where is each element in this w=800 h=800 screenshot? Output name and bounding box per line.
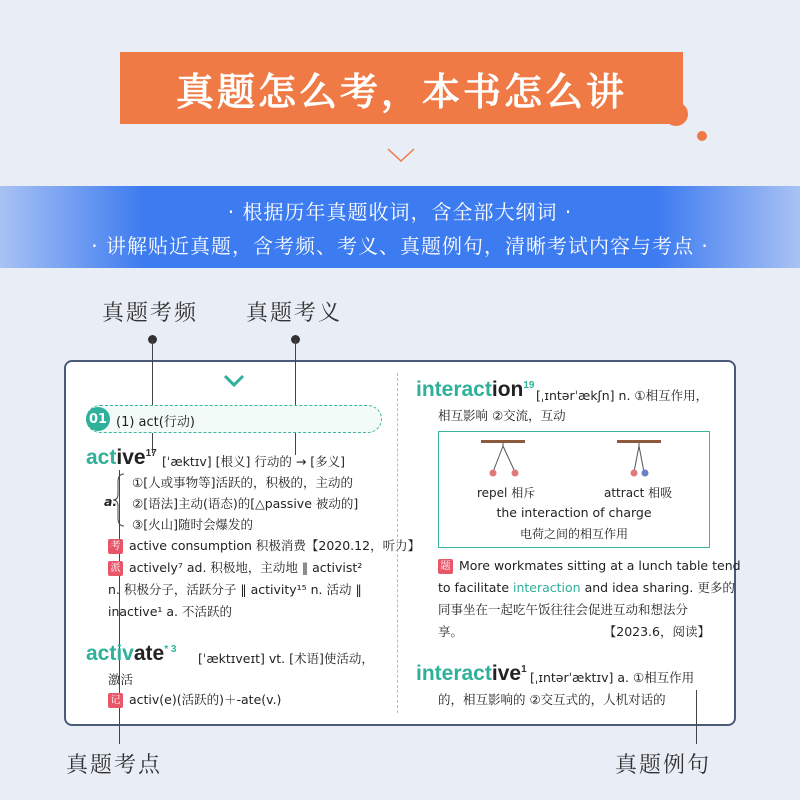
sense-3: ③[火山]随时会爆发的 [132, 517, 253, 532]
sense-1: ①[人或事物等]活跃的，积极的，主动的 [132, 475, 353, 490]
word-suffix: ate [133, 642, 165, 665]
word-root: activ [86, 642, 134, 665]
frequency-count: 17 [145, 448, 157, 459]
example-text: and idea sharing. 更多的 [580, 580, 735, 595]
example-translation-end [438, 622, 710, 642]
headword-activate [86, 642, 176, 666]
memory-tip-text: activ(e)(活跃的)＋-ate(v.) [129, 692, 282, 707]
example-translation: 同事坐在一起吃午饭往往会促进互动和想法分 [438, 602, 689, 617]
callout-line-meaning [295, 340, 296, 455]
phonetic-active: [ˈæktɪv] [根义] 行动的 → [多义] [162, 454, 346, 469]
part-of-speech: a. [104, 494, 118, 509]
word-suffix: ion [491, 378, 524, 401]
title-banner [120, 52, 683, 124]
attract-label: attract 相吸 [604, 486, 673, 500]
example-row [438, 578, 735, 598]
repel-label: repel 相斥 [477, 486, 536, 500]
callout-meaning: 真题考义 [246, 301, 343, 326]
callout-line-example [696, 690, 697, 744]
phonetic-activate: [ˈæktɪveɪt] vt. [术语]使活动， [198, 651, 374, 666]
sense-continuation: 相互影响 ②交流，互动 [438, 408, 566, 423]
phonetic-interaction: [ˌɪntərˈækʃn] n. ①相互作用， [536, 388, 709, 403]
section-number-badge: 01 [86, 407, 110, 431]
example-row [438, 556, 741, 576]
derivative-text: actively⁷ ad. 积极地，主动地 ‖ activist² [129, 560, 363, 575]
pai-tag-icon: 派 [108, 561, 123, 576]
banner-title: 真题怎么考，本书怎么讲 [175, 69, 627, 114]
test-point-text: active consumption 积极消费【2020.12，听力】 [129, 538, 421, 553]
decor-dot-small [697, 131, 707, 141]
derivative-row: inactive¹ a. 不活跃的 [108, 604, 232, 619]
sense-continuation: 的，相互影响的 ②交互式的，人机对话的 [438, 692, 666, 707]
sense-continuation: 激活 [108, 672, 134, 687]
feature-line-2: · 讲解贴近真题，含考频、考义、真题例句，清晰考试内容与考点 · [91, 234, 709, 258]
feature-line-1: · 根据历年真题收词，含全部大纲词 · [227, 200, 573, 224]
derivative-row [108, 558, 362, 578]
figure-caption-en: the interaction of charge [496, 505, 652, 520]
ti-tag-icon: 题 [438, 559, 453, 574]
callout-example: 真题例句 [615, 753, 712, 778]
headword-interaction [416, 378, 534, 402]
word-suffix: ive [491, 662, 522, 685]
chevron-down-icon [222, 372, 246, 390]
decor-dot-large [664, 102, 688, 126]
figure-caption-zh: 电荷之间的相互作用 [519, 527, 628, 541]
word-root: interact [416, 378, 492, 401]
example-source: 【2023.6，阅读】 [603, 624, 710, 639]
frequency-count: 1 [521, 664, 527, 675]
callout-line-frequency [152, 340, 153, 453]
example-highlight: interaction [513, 580, 581, 595]
example-text: More workmates sitting at a lunch table tend [459, 558, 741, 573]
memory-tip-row [108, 690, 281, 710]
headword-active [86, 446, 157, 470]
example-text: to facilitate [438, 580, 513, 595]
phonetic-interactive: [ˌɪntərˈæktɪv] a. ①相互作用 [530, 670, 695, 685]
word-root: interact [416, 662, 492, 685]
callout-frequency: 真题考频 [102, 301, 199, 326]
headword-interactive [416, 662, 527, 686]
section-title: (1) act(行动) [116, 415, 195, 430]
derivative-row: n. 积极分子，活跃分子 ‖ activity¹⁵ n. 活动 ‖ [108, 582, 362, 597]
callout-test-point: 真题考点 [66, 753, 163, 778]
example-text: 享。 [438, 624, 464, 639]
frequency-count: 19 [523, 380, 535, 391]
test-point-row [108, 536, 420, 556]
frequency-count: * 3 [164, 644, 177, 655]
ji-tag-icon: 记 [108, 693, 123, 708]
kao-tag-icon: 考 [108, 539, 123, 554]
feature-band [0, 186, 800, 268]
word-suffix: ive [116, 446, 146, 469]
chevron-down-icon [386, 146, 416, 164]
word-root: act [86, 446, 117, 469]
sense-2: ②[语法]主动(语态)的[△passive 被动的] [132, 496, 359, 511]
